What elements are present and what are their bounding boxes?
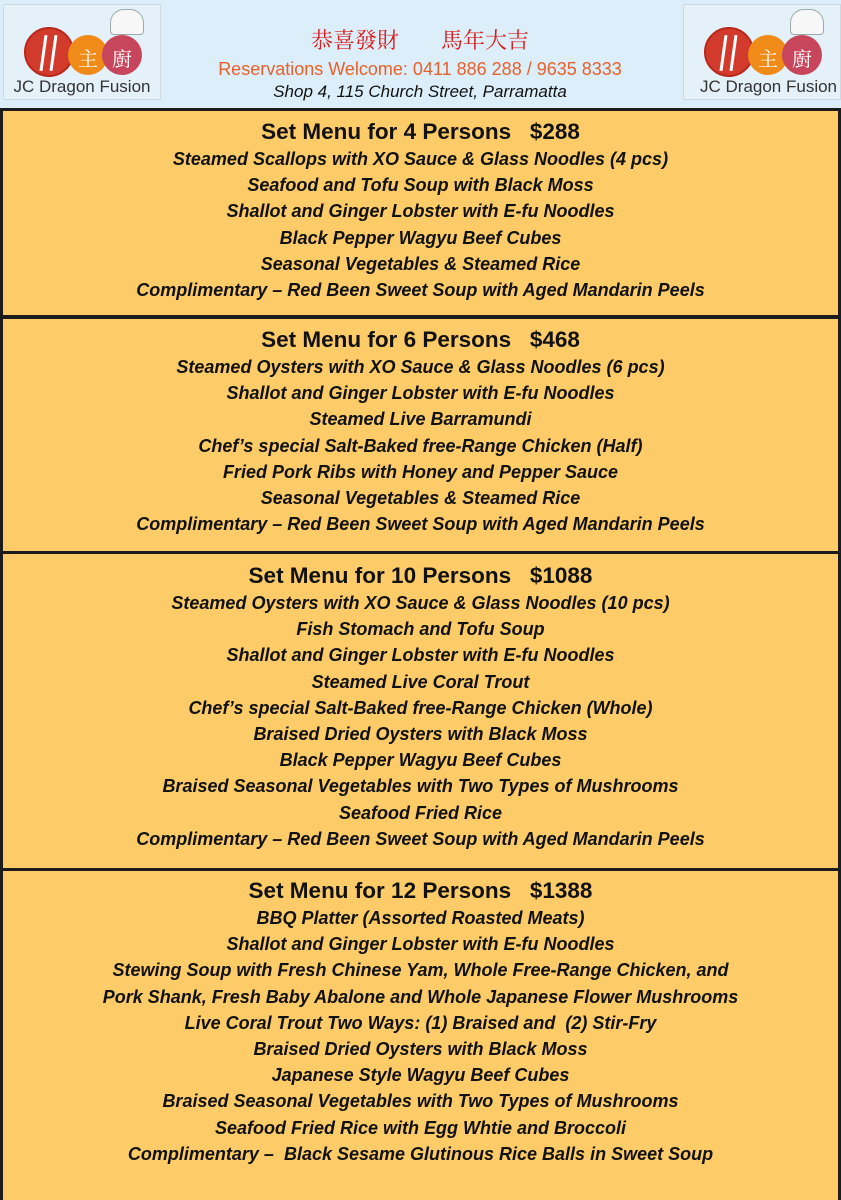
menu-item: Chef’s special Salt-Baked free-Range Chicken (Whole) [188, 697, 653, 718]
menu-item: Complimentary – Red Been Sweet Soup with Aged Mandarin Peels [136, 828, 705, 849]
restaurant-logo-right [683, 4, 841, 100]
set-menu-title: Set Menu for 4 Persons $288 [261, 119, 580, 144]
menu-item: Complimentary – Black Sesame Glutinous Rice Balls in Sweet Soup [127, 1143, 714, 1164]
logo-char-2: 廚 [112, 47, 132, 71]
set-menu-10-persons [3, 554, 838, 868]
menu-item: Live Coral Trout Two Ways: (1) Braised and (2) Stir-Fry [184, 1012, 657, 1033]
menu-item: Steamed Oysters with XO Sauce & Glass Noodles (10 pcs) [171, 593, 670, 613]
menu-item: Black Pepper Wagyu Beef Cubes [279, 750, 562, 771]
reservations-line: Reservations Welcome: 0411 886 288 / 9635 8333 [218, 59, 622, 79]
menu-item: Braised Dried Oysters with Black Moss [253, 1039, 588, 1060]
menu-item: Fried Pork Ribs with Honey and Pepper Sauce [222, 461, 619, 482]
menu-item: Black Pepper Wagyu Beef Cubes [279, 227, 562, 248]
menu-item: Braised Dried Oysters with Black Moss [253, 724, 588, 745]
set-menu-title: Set Menu for 6 Persons $468 [261, 327, 580, 352]
restaurant-logo-left [3, 4, 161, 100]
logo-char-1: 主 [78, 47, 98, 71]
menu-item: Seafood Fried Rice with Egg Whtie and Broccoli [214, 1117, 627, 1138]
menu-item: Pork Shank, Fresh Baby Abalone and Whole Japanese Flower Mushrooms [102, 986, 739, 1007]
menu-item: Complimentary – Red Been Sweet Soup with Aged Mandarin Peels [136, 514, 705, 535]
menu-item: Chef’s special Salt-Baked free-Range Chicken (Half) [198, 435, 643, 456]
menu-item: Shallot and Ginger Lobster with E-fu Noodles [226, 201, 615, 222]
logo-brand-name: JC Dragon Fusion [13, 77, 151, 96]
set-menu-12-persons [3, 871, 838, 1200]
menu-item: Steamed Scallops with XO Sauce & Glass Noodles (4 pcs) [172, 149, 669, 169]
menu-item: Complimentary – Red Been Sweet Soup with Aged Mandarin Peels [136, 280, 705, 301]
menu-item: Shallot and Ginger Lobster with E-fu Noodles [226, 934, 615, 955]
set-menu-4-persons [3, 111, 838, 315]
menu-item: Braised Seasonal Vegetables with Two Types of Mushrooms [162, 1091, 679, 1112]
logo-brand-name: JC Dragon Fusion [700, 77, 838, 96]
logo-char-1: 主 [758, 47, 778, 71]
restaurant-address: Shop 4, 115 Church Street, Parramatta [273, 82, 567, 101]
menu-item: Seafood and Tofu Soup with Black Moss [247, 175, 594, 196]
chef-hat-icon [790, 9, 824, 35]
set-menu-6-persons [3, 319, 838, 551]
menu-item: Fish Stomach and Tofu Soup [296, 619, 545, 640]
chef-hat-icon [110, 9, 144, 35]
menu-item: BBQ Platter (Assorted Roasted Meats) [256, 908, 585, 928]
chinese-blessing: 恭喜發財 馬年大吉 [311, 29, 529, 54]
menu-item: Shallot and Ginger Lobster with E-fu Noodles [226, 645, 615, 666]
menu-item: Steamed Live Barramundi [309, 409, 532, 430]
menu-item: Stewing Soup with Fresh Chinese Yam, Whole Free-Range Chicken, and [112, 960, 729, 981]
menu-item: Seasonal Vegetables & Steamed Rice [260, 488, 581, 509]
logo-char-2: 廚 [792, 47, 812, 71]
set-menu-title: Set Menu for 12 Persons $1388 [248, 878, 593, 903]
menu-item: Braised Seasonal Vegetables with Two Types of Mushrooms [162, 776, 679, 797]
menu-item: Shallot and Ginger Lobster with E-fu Noodles [226, 383, 615, 404]
menu-item: Steamed Live Coral Trout [311, 671, 530, 692]
set-menu-title: Set Menu for 10 Persons $1088 [248, 563, 593, 588]
menu-item: Steamed Oysters with XO Sauce & Glass Noodles (6 pcs) [176, 357, 665, 377]
menu-item: Japanese Style Wagyu Beef Cubes [271, 1065, 570, 1086]
menu-item: Seafood Fried Rice [338, 802, 503, 823]
menu-header [0, 0, 841, 108]
menu-item: Seasonal Vegetables & Steamed Rice [260, 253, 581, 274]
